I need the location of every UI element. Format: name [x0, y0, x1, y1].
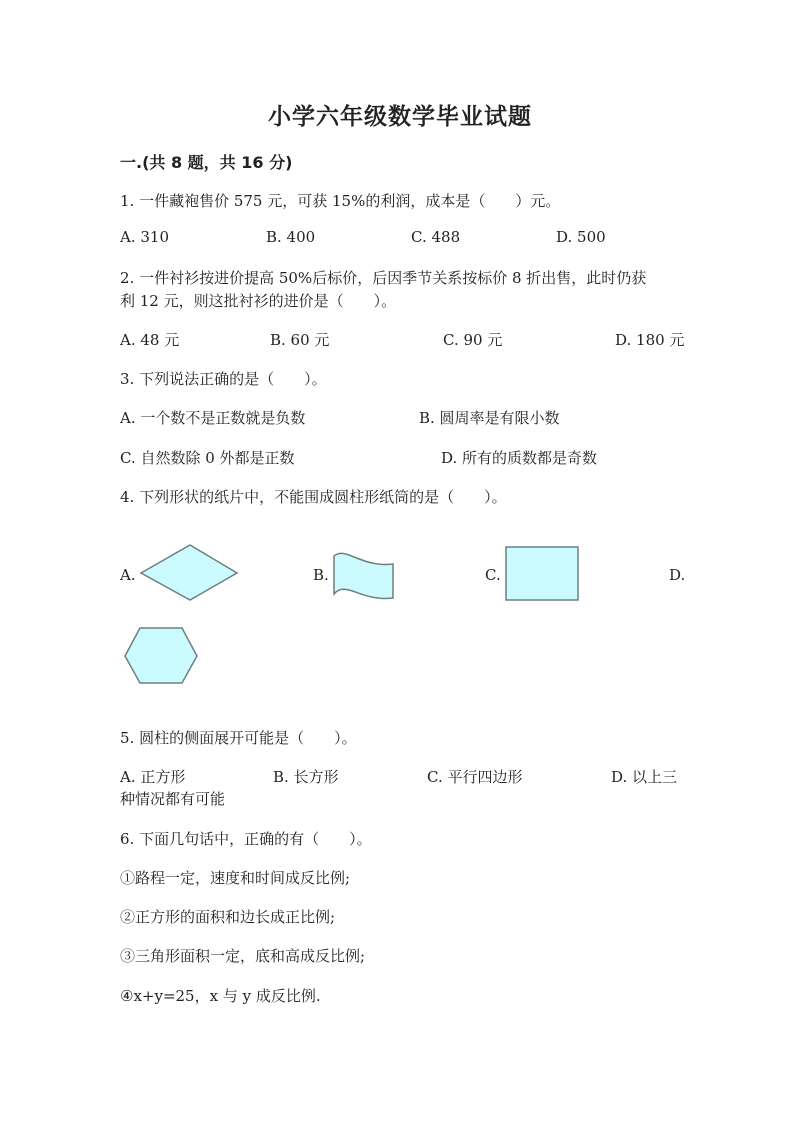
question-2-stem-line1: 2. 一件衬衫按进价提高 50%后标价，后因季节关系按标价 8 折出售，此时仍获	[120, 269, 647, 287]
q5-option-c: C. 平行四边形	[427, 768, 523, 786]
q5-option-b: B. 长方形	[273, 768, 339, 786]
q3-option-b: B. 圆周率是有限小数	[419, 409, 560, 427]
q3-option-a: A. 一个数不是正数就是负数	[120, 409, 306, 427]
q1-option-b: B. 400	[266, 228, 316, 246]
page-title: 小学六年级数学毕业试题	[268, 104, 532, 130]
question-5-stem: 5. 圆柱的侧面展开可能是（ ）。	[120, 729, 357, 747]
q5-option-d-wrap: 种情况都有可能	[120, 790, 226, 808]
q2-option-a: A. 48 元	[120, 331, 180, 349]
q4-option-a: A.	[120, 566, 136, 584]
q2-option-d: D. 180 元	[615, 331, 685, 349]
q6-statement-3: ③三角形面积一定，底和高成反比例;	[120, 947, 366, 965]
rhombus-shape	[140, 544, 240, 602]
question-6-stem: 6. 下面几句话中，正确的有（ ）。	[120, 830, 372, 848]
q5-option-d: D. 以上三	[611, 768, 678, 786]
q2-option-b: B. 60 元	[270, 331, 330, 349]
q5-option-a: A. 正方形	[120, 768, 186, 786]
q6-statement-1: ①路程一定，速度和时间成反比例;	[120, 869, 351, 887]
q1-option-a: A. 310	[120, 228, 169, 246]
question-3-stem: 3. 下列说法正确的是（ ）。	[120, 370, 327, 388]
q3-option-d: D. 所有的质数都是奇数	[441, 449, 598, 467]
question-4-stem: 4. 下列形状的纸片中，不能围成圆柱形纸筒的是（ ）。	[120, 488, 507, 506]
question-1-stem: 1. 一件藏袍售价 575 元，可获 15%的利润，成本是（ ）元。	[120, 192, 561, 210]
section-heading: 一.(共 8 题，共 16 分)	[120, 153, 293, 172]
q6-statement-2: ②正方形的面积和边长成正比例;	[120, 908, 336, 926]
q4-option-b: B.	[313, 566, 329, 584]
q1-option-d: D. 500	[556, 228, 606, 246]
question-2-stem-line2: 利 12 元，则这批衬衫的进价是（ ）。	[120, 292, 397, 310]
q1-option-c: C. 488	[411, 228, 461, 246]
q4-option-d: D.	[669, 566, 686, 584]
q3-option-c: C. 自然数除 0 外都是正数	[120, 449, 295, 467]
wavy-paper-shape	[331, 550, 397, 604]
q2-option-c: C. 90 元	[443, 331, 503, 349]
q4-option-c: C.	[485, 566, 501, 584]
hexagon-shape	[124, 627, 200, 685]
q6-statement-4: ④x+y=25，x 与 y 成反比例.	[120, 987, 321, 1005]
rectangle-shape	[505, 546, 580, 602]
